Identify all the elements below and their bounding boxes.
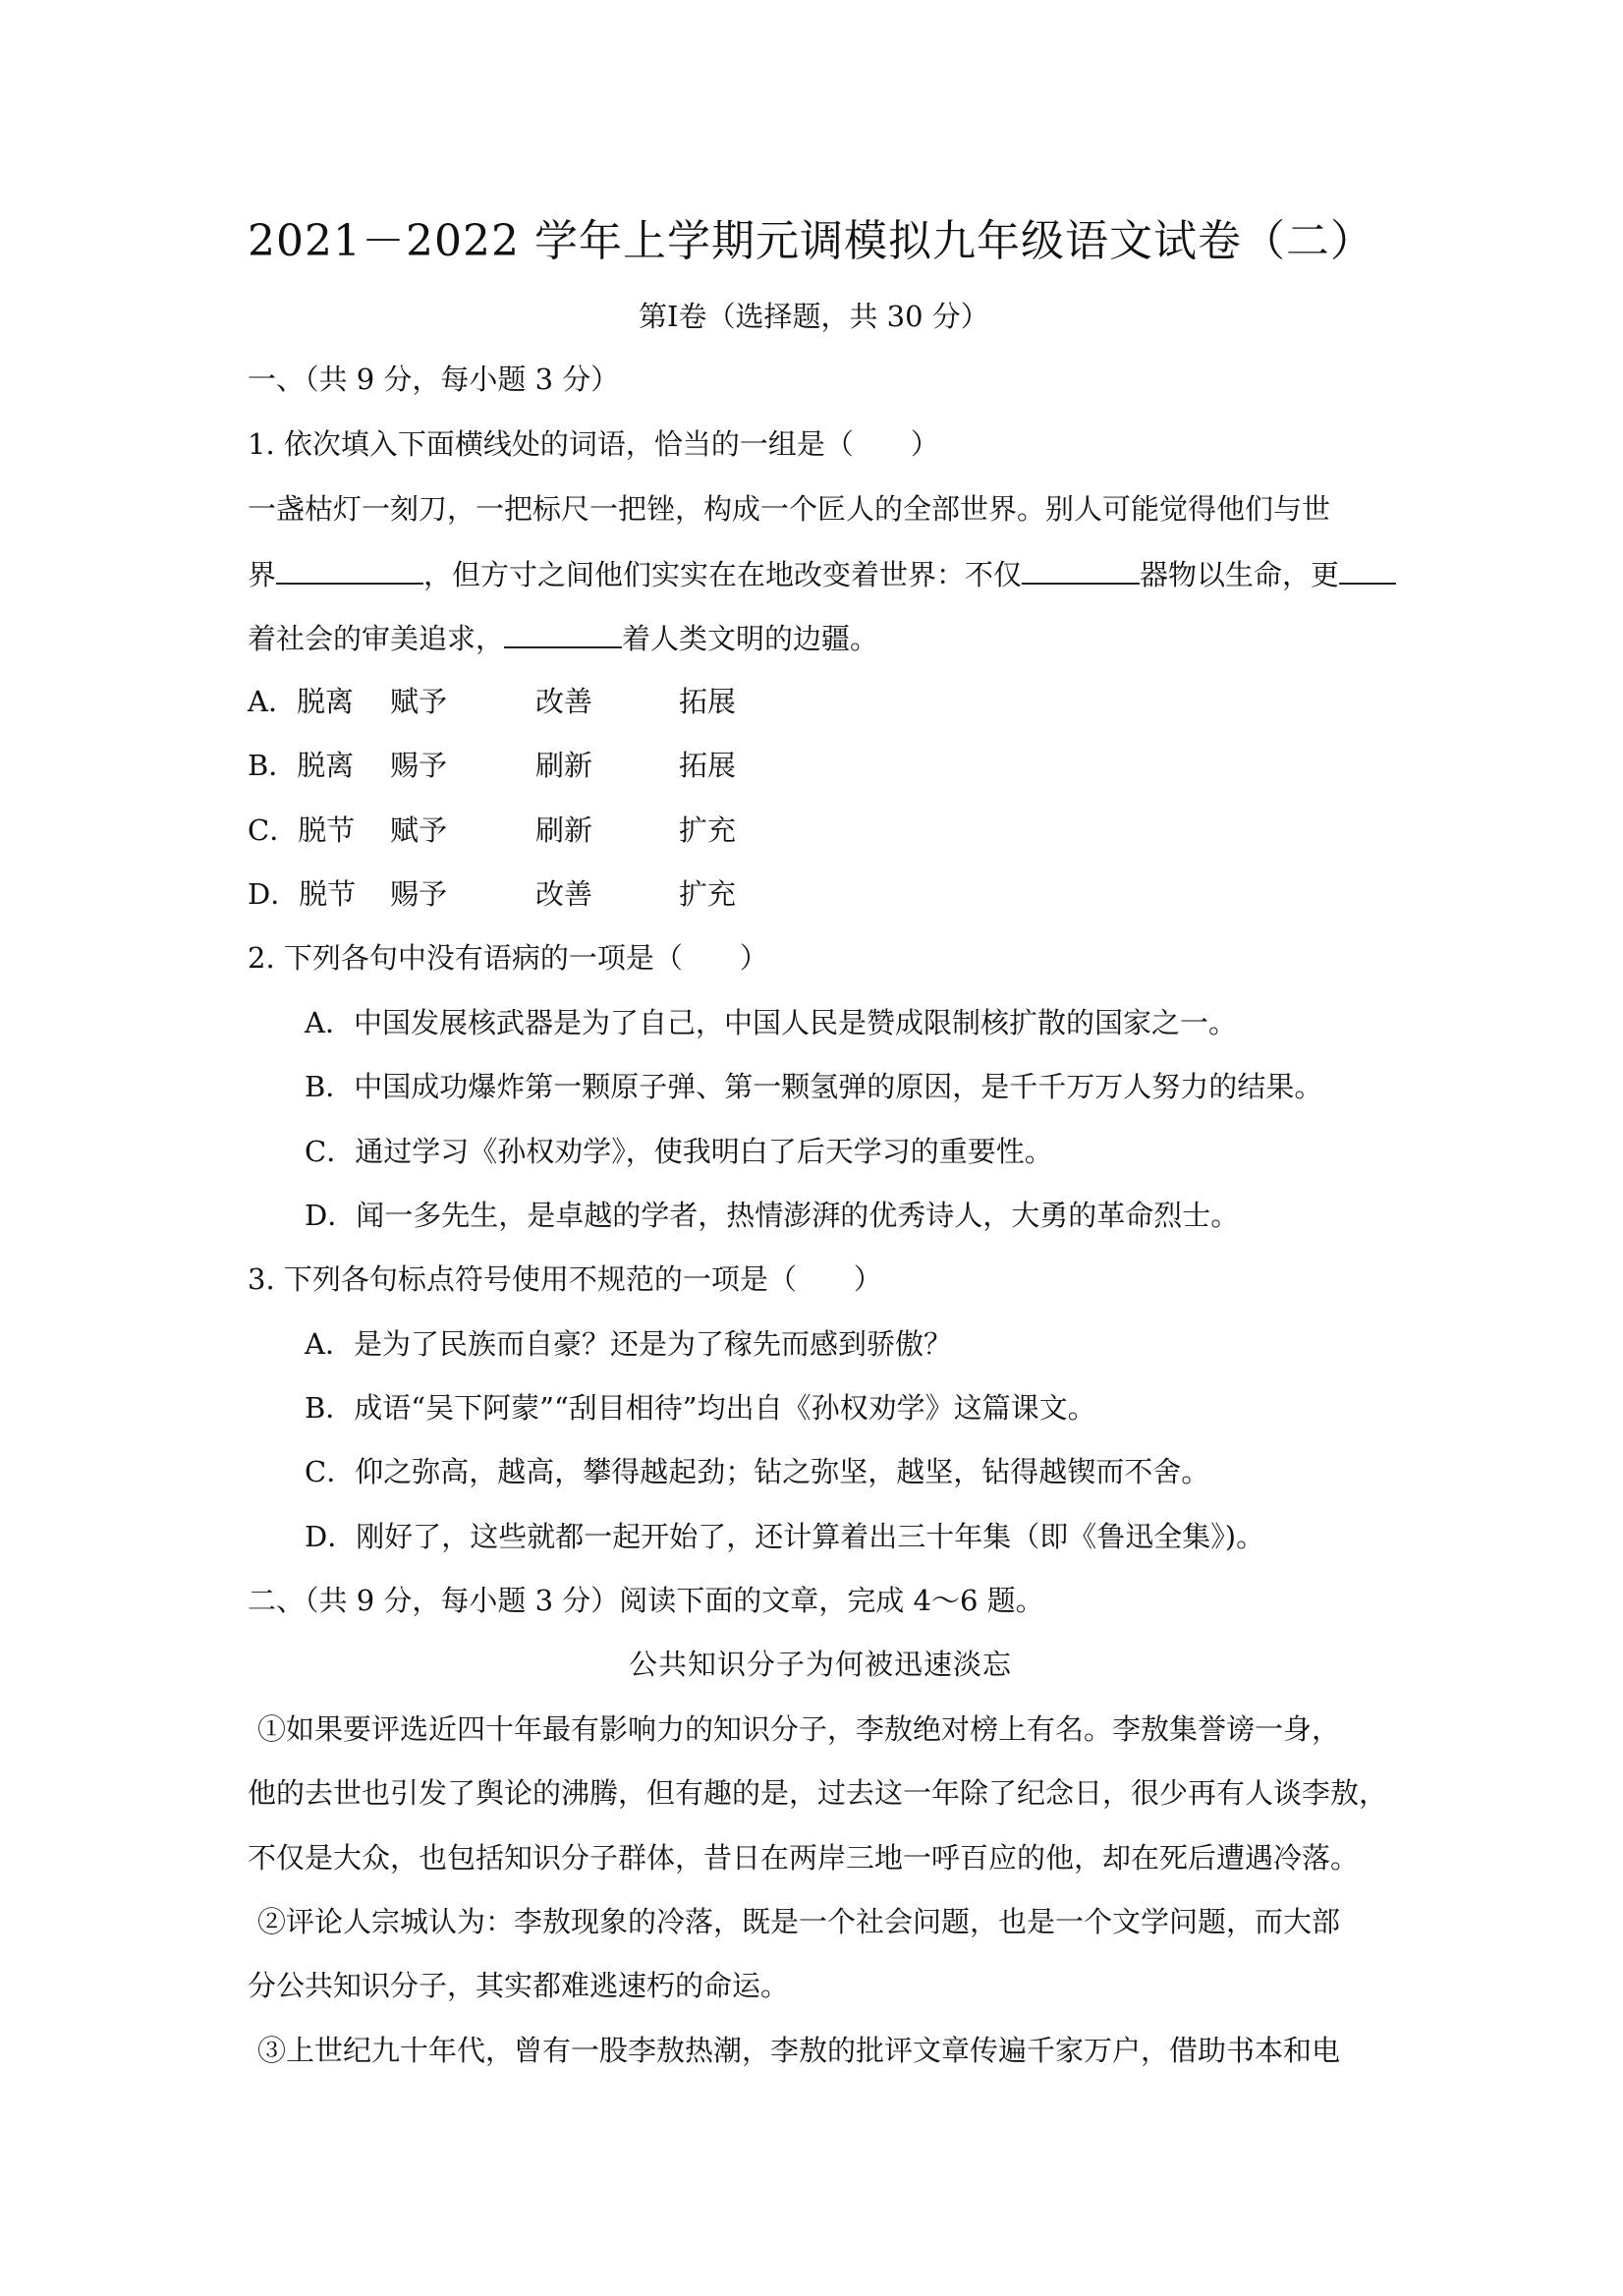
question-2-stem: 2. 下列各句中没有语病的一项是（ ） — [248, 941, 768, 975]
option-word: A．脱离 — [248, 685, 354, 718]
option-word: 扩充 — [679, 813, 737, 847]
option-word: 赐予 — [390, 749, 448, 782]
answer-blank-3 — [1339, 553, 1396, 585]
article-line-3: 不仅是大众，也包括知识分子群体，昔日在两岸三地一呼百应的他，却在死后遭遇冷落。 — [248, 1841, 1360, 1875]
question-1-stem: 1. 依次填入下面横线处的词语，恰当的一组是（ ） — [248, 427, 939, 461]
article-line-1: ①如果要评选近四十年最有影响力的知识分子，李敖绝对榜上有名。李敖集誉谤一身， — [257, 1712, 1341, 1746]
option-word: D．脱节 — [248, 877, 357, 911]
question-2-option-d: D．闻一多先生，是卓越的学者，热情澎湃的优秀诗人，大勇的革命烈士。 — [305, 1199, 1240, 1232]
question-1-option-b — [248, 746, 736, 785]
option-word: 刷新 — [535, 813, 593, 847]
article-title: 公共知识分子为何被迅速淡忘 — [629, 1648, 1013, 1681]
page-title: 2021－2022 学年上学期元调模拟九年级语文试卷（二） — [248, 216, 1374, 266]
article-line-2: 他的去世也引发了舆论的沸腾，但有趣的是，过去这一年除了纪念日，很少再有人谈李敖， — [248, 1776, 1388, 1810]
option-word: 赋予 — [390, 685, 448, 718]
option-word: 赋予 — [390, 813, 448, 847]
answer-blank-4 — [504, 617, 622, 648]
question-3-option-d: D．刚好了，这些就都一起开始了，还计算着出三十年集（即《鲁迅全集》)。 — [305, 1520, 1265, 1553]
question-1-option-a — [248, 682, 736, 721]
question-2-option-a: A．中国发展核武器是为了自己，中国人民是赞成限制核扩散的国家之一。 — [305, 1006, 1237, 1039]
option-word: 拓展 — [679, 685, 737, 718]
volume-subtitle: 第Ⅰ卷（选择题，共 30 分） — [639, 300, 989, 333]
article-line-5: 分公共知识分子，其实都难逃速朽的命运。 — [248, 1969, 790, 2002]
article-line-6: ③上世纪九十年代，曾有一股李敖热潮，李敖的批评文章传遍千家万户，借助书本和电 — [257, 2034, 1341, 2067]
question-3-option-c: C．仰之弥高，越高，攀得越起劲；钻之弥坚，越坚，钻得越锲而不舍。 — [305, 1455, 1210, 1488]
question-1-option-d — [248, 874, 736, 914]
question-1-text-line-1: 一盏枯灯一刻刀，一把标尺一把锉，构成一个匠人的全部世界。别人可能觉得他们与世 — [248, 492, 1331, 526]
option-word: 改善 — [535, 877, 593, 911]
option-word: 赐予 — [390, 877, 448, 911]
question-3-option-b: B．成语“吴下阿蒙”“刮目相待”均出自《孙权劝学》这篇课文。 — [305, 1391, 1096, 1425]
question-3-option-a: A．是为了民族而自豪？还是为了稼先而感到骄傲？ — [305, 1327, 952, 1361]
answer-blank-2 — [1022, 553, 1140, 585]
question-3-stem: 3. 下列各句标点符号使用不规范的一项是（ ） — [248, 1262, 882, 1296]
option-word: 改善 — [535, 685, 593, 718]
text-segment: ，但方寸之间他们实实在在地改变着世界：不仅 — [423, 558, 1023, 591]
option-word: 刷新 — [535, 749, 593, 782]
article-line-4: ②评论人宗城认为：李敖现象的冷落，既是一个社会问题，也是一个文学问题，而大部 — [257, 1905, 1341, 1938]
answer-blank-1 — [276, 553, 423, 585]
text-segment: 着人类文明的边疆。 — [622, 622, 879, 655]
option-word: 拓展 — [679, 749, 737, 782]
question-1-text-line-3 — [248, 617, 878, 658]
option-word: C．脱节 — [248, 813, 356, 847]
text-segment: 器物以生命，更 — [1140, 558, 1340, 591]
section-1-heading: 一、（共 9 分，每小题 3 分） — [248, 363, 620, 396]
option-word: B．脱离 — [248, 749, 355, 782]
question-1-text-line-2 — [248, 553, 1396, 594]
question-2-option-c: C．通过学习《孙权劝学》，使我明白了后天学习的重要性。 — [305, 1135, 1053, 1168]
section-2-heading: 二、（共 9 分，每小题 3 分）阅读下面的文章，完成 4～6 题。 — [248, 1584, 1044, 1617]
text-segment: 着社会的审美追求， — [248, 622, 505, 655]
text-segment: 界 — [248, 558, 277, 591]
question-2-option-b: B．中国成功爆炸第一颗原子弹、第一颗氢弹的原因，是千千万万人努力的结果。 — [305, 1070, 1323, 1103]
question-1-option-c — [248, 811, 736, 850]
option-word: 扩充 — [679, 877, 737, 911]
